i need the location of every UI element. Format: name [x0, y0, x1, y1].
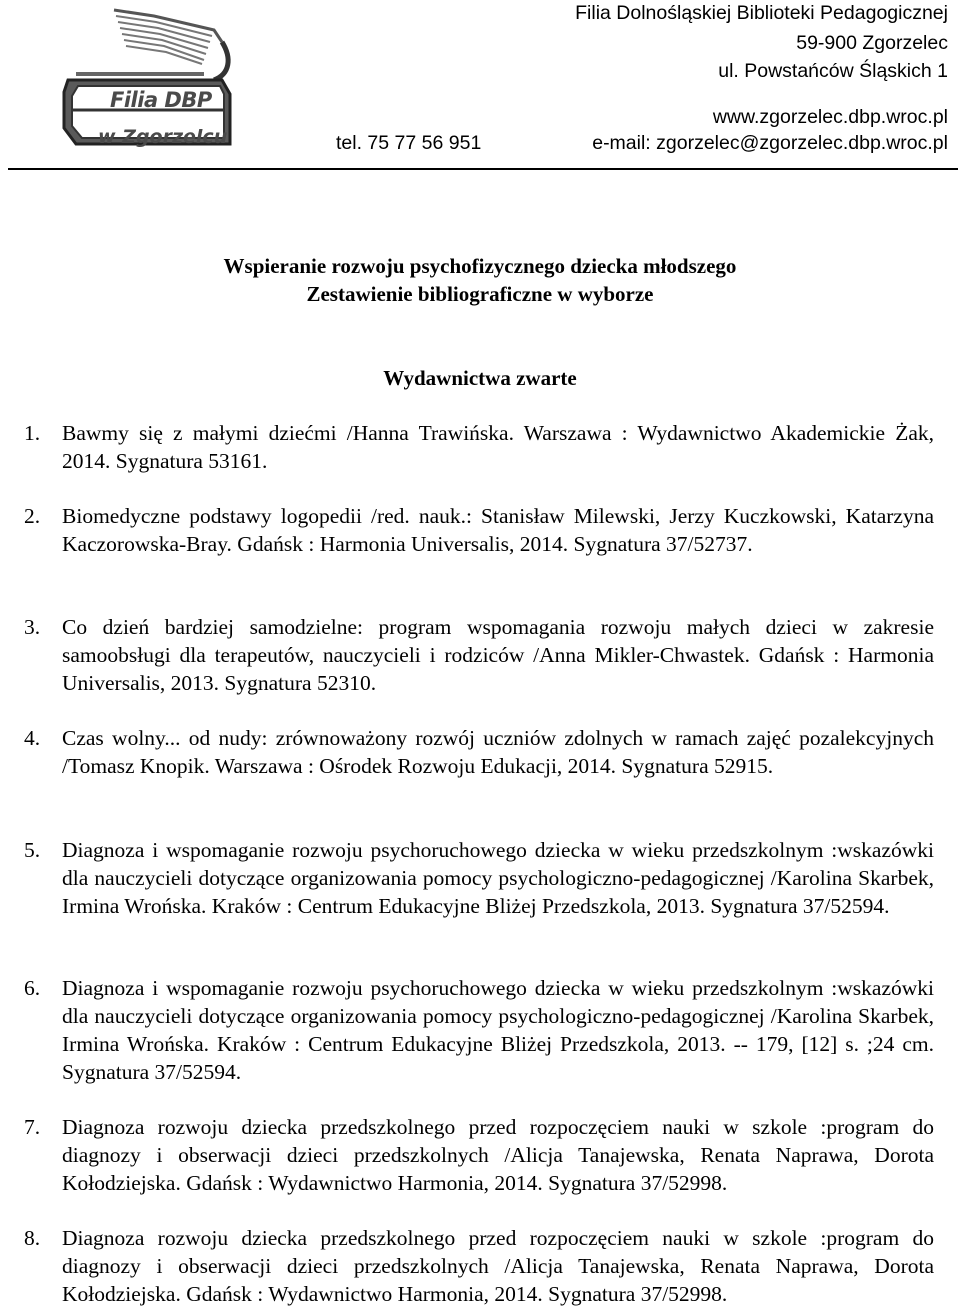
logo-brand-text: Filia DBP	[110, 88, 212, 112]
street-address: ul. Powstańców Śląskich 1	[718, 60, 948, 82]
section-heading: Wydawnictwa zwarte	[383, 366, 577, 390]
entry-number: 7.	[24, 1115, 41, 1139]
bibliography-entry	[24, 1113, 934, 1197]
institution-name: Filia Dolnośląskiej Biblioteki Pedagogicznej	[575, 2, 948, 24]
entry-text: Biomedyczne podstawy logopedii /red. nauk.: Stanisław Milewski, Jerzy Kuczkowski, Katarzyna Kaczorowska-Bray. Gdańsk : Harmonia Universalis, 2014. Sygnatura 37/52737.	[62, 504, 934, 556]
bibliography-entry	[24, 836, 934, 920]
logo-city-text: w Zgorzelcu	[98, 126, 228, 148]
bibliography-entry	[24, 419, 934, 475]
entry-number: 1.	[24, 421, 41, 445]
postal-address: 59-900 Zgorzelec	[796, 32, 948, 54]
entry-text: Diagnoza i wspomaganie rozwoju psychoruchowego dziecka w wieku przedszkolnym :wskazówki dla nauczycieli dotyczące organizowania pomocy psychologiczno-pedagogicznej /Karolina Skarbek, Irmina Wrońska. Kraków : Centrum Edukacyjne Bliżej Przedszkola, 2013. Sygnatura 37/52594.	[62, 838, 934, 918]
entry-number: 3.	[24, 615, 41, 639]
bibliography-entry	[24, 724, 934, 780]
document-title: Wspieranie rozwoju psychofizycznego dziecka młodszego	[223, 254, 737, 278]
bibliography-entry	[24, 974, 934, 1086]
entry-number: 4.	[24, 726, 41, 750]
header-divider	[8, 168, 958, 170]
entry-number: 8.	[24, 1226, 41, 1250]
bibliography-entry	[24, 1224, 934, 1308]
phone-number: tel. 75 77 56 951	[336, 132, 482, 154]
email-link[interactable]: e-mail: zgorzelec@zgorzelec.dbp.wroc.pl	[592, 132, 948, 154]
entry-text: Bawmy się z małymi dziećmi /Hanna Trawińska. Warszawa : Wydawnictwo Akademickie Żak, 2014. Sygnatura 53161.	[62, 421, 934, 473]
document-subtitle: Zestawienie bibliograficzne w wyborze	[306, 282, 654, 306]
bibliography-entry	[24, 502, 934, 558]
entry-number: 2.	[24, 504, 41, 528]
entry-number: 6.	[24, 976, 41, 1000]
library-logo	[54, 2, 254, 160]
entry-text: Diagnoza rozwoju dziecka przedszkolnego przed rozpoczęciem nauki w szkole :program do diagnozy i obserwacji dzieci przedszkolnych /Alicja Tanajewska, Renata Naprawa, Dorota Kołodziejska. Gdańsk : Wydawnictwo Harmonia, 2014. Sygnatura 37/52998.	[62, 1226, 934, 1306]
entry-text: Diagnoza i wspomaganie rozwoju psychoruchowego dziecka w wieku przedszkolnym :wskazówki dla nauczycieli dotyczące organizowania pomocy psychologiczno-pedagogicznej /Karolina Skarbek, Irmina Wrońska. Kraków : Centrum Edukacyjne Bliżej Przedszkola, 2013. -- 179, [12] s. ;24 cm. Sygnatura 37/52594.	[62, 976, 934, 1084]
website-link[interactable]: www.zgorzelec.dbp.wroc.pl	[712, 106, 948, 128]
entry-number: 5.	[24, 838, 41, 862]
entry-text: Co dzień bardziej samodzielne: program wspomagania rozwoju małych dzieci w zakresie samoobsługi dla terapeutów, nauczycieli i rodziców /Anna Mikler-Chwastek. Gdańsk : Harmonia Universalis, 2013. Sygnatura 52310.	[62, 615, 934, 695]
bibliography-entry	[24, 613, 934, 697]
entry-text: Czas wolny... od nudy: zrównoważony rozwój uczniów zdolnych w ramach zajęć pozalekcyjnych /Tomasz Knopik. Warszawa : Ośrodek Rozwoju Edukacji, 2014. Sygnatura 52915.	[62, 726, 934, 778]
entry-text: Diagnoza rozwoju dziecka przedszkolnego przed rozpoczęciem nauki w szkole :program do diagnozy i obserwacji dzieci przedszkolnych /Alicja Tanajewska, Renata Naprawa, Dorota Kołodziejska. Gdańsk : Wydawnictwo Harmonia, 2014. Sygnatura 37/52998.	[62, 1115, 934, 1195]
letterhead	[0, 0, 960, 172]
